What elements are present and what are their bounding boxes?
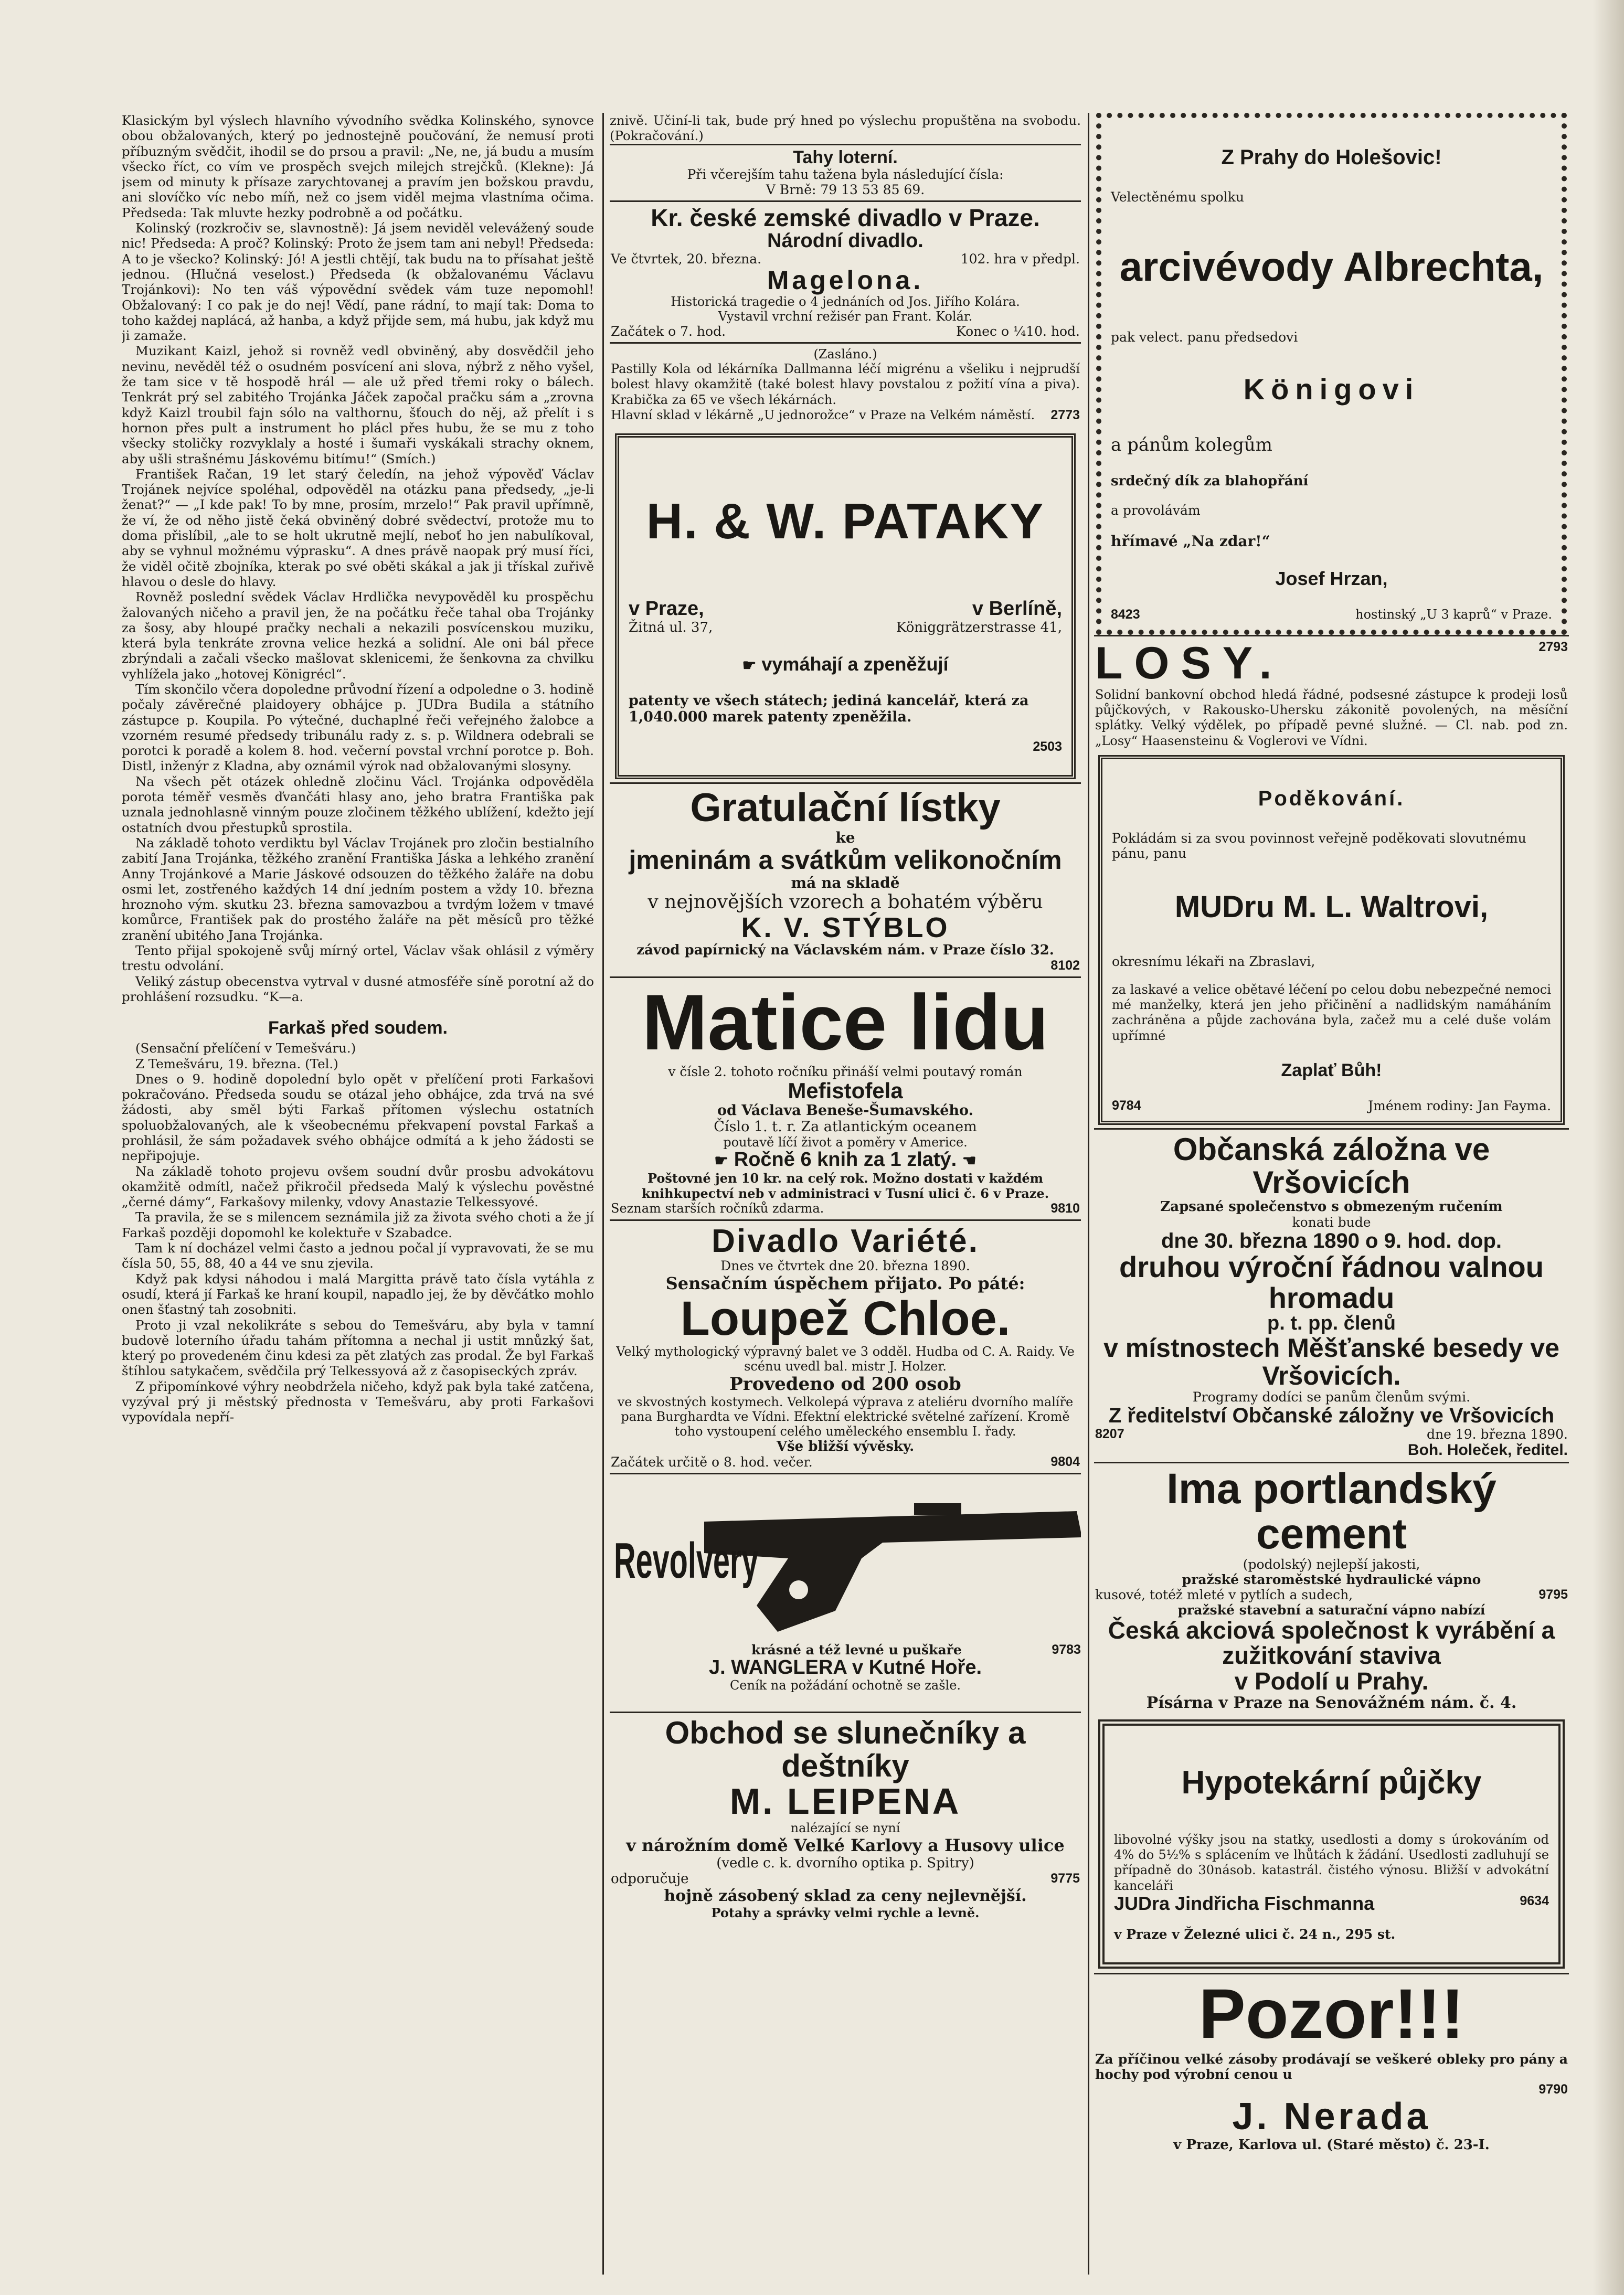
theatre-subtitle: Národní divadlo.	[767, 229, 924, 252]
lottery-numbers: V Brně: 79 13 53 85 69.	[766, 182, 925, 198]
farkas-p7: Z připomínkové výhry neobdržela ničeho, když pak byla také zatčena, vyzýval prý ji městský přednosta v Temešváru, aby proti Farkašovi vypovídala nepří-	[122, 1378, 594, 1425]
revolver-word: Revolvery	[614, 1532, 759, 1589]
pozor-address: v Praze, Karlova ul. (Staré město) č. 23-I.	[1173, 2137, 1490, 2153]
hrzan-line1: Velectěnému spolku	[1111, 189, 1244, 205]
trial-report-p7: Na všech pět otázek ohledně zločinu Václ. Trojánka odpověděla porota téměř vesměs ďvančáti hlasy ano, jeho bratra Františka pak uznala jednohlasně vinným pouze zločinem těžkého ublížení, kdežto její ostatních dvou přestupků sprostila.	[122, 773, 594, 835]
losy-ad	[1094, 635, 1569, 751]
pataky-code: 2503	[1033, 739, 1062, 755]
zalozna-ad	[1094, 1128, 1569, 1462]
cement-line3: kusové, totéž mleté v pytlích a sudech,	[1095, 1587, 1353, 1602]
matice-line5: poutavě líčí život a poměry v Americe.	[723, 1134, 968, 1150]
hrzan-line5: a provolávám	[1111, 502, 1201, 518]
umbrella-line5: hojně zásobený sklad za ceny nejlevnější.	[664, 1887, 1027, 1905]
pointing-hand-icon: ☛	[714, 1152, 729, 1170]
pointing-hand-icon: ☚	[962, 1152, 976, 1170]
hrzan-archduke: arcivévody Albrechta,	[1119, 243, 1544, 290]
theatre-start: Začátek o 7. hod.	[611, 323, 726, 339]
trial-report-p4: František Račan, 19 let starý čeledín, na jehož výpověď Václav Trojánek nejvíce spoléhal, odpověděl na otázku pana předsedy, „je-li ženat?“ — „I kde pak! To by mne, prosím, mrzelo!“ Pak pravil upřímně, že ví, že od něho jistě čeká obviněný dobré svědectví, protože mu to doma přislíbil, „ale to se holt ukrutně mejlí, neboť ho jen nabulíkoval, aby se vyhnul možnému výprasku“. A dnes právě naopak prý musí říci, že viděl očitě zbojníka, kterak po své oběti skákal a jak ji třískal zuřivě hlavou o desle do hlavy.	[122, 466, 594, 589]
pataky-city1: v Praze,	[629, 597, 704, 620]
theatre-desc2: Vystavil vrchní režisér pan Frant. Kolár.	[718, 309, 973, 324]
variete-line2: Sensačním úspěchem přijato. Po páté:	[665, 1273, 1025, 1293]
hrzan-signature: Josef Hrzan,	[1275, 567, 1388, 589]
umbrella-firm: M. LEIPENA	[729, 1780, 961, 1822]
trial-report-p1: Klasickým byl výslech hlavního vývodního svědka Kolinského, synovce obou obžalovaných, který po jednostejně poučování, že nemusí proti příbuzným svědčit, ihodil se do prsou a pravil: „Ne, ne, já budu a musím všecko říct, co vím ve prospěch svejch milejch strejčků. (Klekne): Já jsem od minuty k přísaze zarychtovanej a pravím jen božskou pravdu, ani slovíčko víc nebo míň, než co jsem viděl mejma vlastníma očima. Předseda: Tak mluvte hezky podrobně a od počátku.	[122, 113, 594, 220]
waltr-line2: okresnímu lékaři na Zbraslavi,	[1112, 953, 1315, 969]
lottery-title: Tahy loterní.	[793, 147, 898, 167]
farkas-subtitle: (Sensační přelíčení v Temešváru.)	[135, 1040, 356, 1056]
pozor-firm: J. Nerada	[1232, 2096, 1431, 2138]
hrzan-line7: hostinský „U 3 kaprů“ v Praze.	[1355, 607, 1552, 622]
trial-report-p3: Muzikant Kaizl, jehož si rovněž vedl obviněný, aby dosvědčil jeho nevinu, nevěděl též o osudném posvícení ani slova, nýbrž z něho vyšel, že tam sice v tě hospodě hrál — ale už před třemi roky o bálech. Tenkrát prý sel zabitého Trojánka Jáček započal pračku sám a „zrovna když Kaizl troubil fajn sólo na valthornu, šťouch do něj, až přelít i s hornon přes pult a instrument ho plácl přes hubu, že se mu z toho všecky stoličky rozvyklaly a hosté i šumaři vyskákali strachy oknem, aby ušli strašnému Jáskovému bitímu!“ (Smích.)	[122, 343, 594, 466]
matice-line3: od Václava Beneše-Šumavského.	[717, 1102, 973, 1119]
variete-line6: Vše bližší vývěsky.	[776, 1438, 915, 1454]
theatre-end: Konec o ¼10. hod.	[956, 323, 1080, 339]
cards-ke: ke	[835, 829, 855, 847]
farkas-headline: Farkaš před soudem.	[268, 1018, 448, 1038]
umbrella-title: Obchod se slunečníky a deštníky	[665, 1715, 1026, 1783]
losy-code: 2793	[1538, 640, 1568, 655]
variete-start: Začátek určitě o 8. hod. večer.	[611, 1454, 813, 1470]
trial-report-p10: Veliký zástup obecenstva vytrval v dusné atmosféře síně porotní až do prohlášení rozsudku. “K—a.	[122, 973, 594, 1004]
zalozna-line6: v místnostech Měšťanské besedy ve Vršovicích.	[1103, 1333, 1559, 1390]
zalozna-line2: konati bude	[1292, 1214, 1371, 1230]
variete-code: 9804	[1050, 1454, 1080, 1469]
pataky-slogan: vymáhají a zpeněžují	[761, 653, 949, 675]
zalozna-line5: p. t. pp. členů	[1267, 1312, 1396, 1335]
mortgage-title: Hypotekární půjčky	[1181, 1764, 1482, 1801]
pastilles-ad	[610, 342, 1081, 426]
cement-line7: Písárna v Praze na Senovážném nám. č. 4.	[1146, 1693, 1517, 1712]
zalozna-line8: Z ředitelství Občanské záložny ve Vršovicích	[1108, 1404, 1555, 1428]
pastilles-head: (Zasláno.)	[813, 346, 877, 362]
variete-ad	[610, 1219, 1081, 1473]
trial-report-p8: Na základě tohoto verdiktu byl Václav Trojánek pro zločin bestialního zabití Jana Trojánka, těžkého zranění Františka Jáska a lehkého zranění Anny Trojánkové a Marie Jáskové odsouzen do těžkého žaláře na dobu osmi let, zostřeného každých 14 dní jedním postem a vždy 10. března hroznoho vým. skutku 23. března samovazbou a tvrdým ložem v tmavé komůrce, František pak do prostého žaláře na pět měsíců pro těžké zranění ubitého Jana Trojánka.	[122, 835, 594, 943]
theatre-desc1: Historická tragedie o 4 jednáních od Jos. Jiřího Kolára.	[671, 294, 1020, 309]
farkas-dateline: Z Temešváru, 19. března. (Tel.)	[135, 1056, 338, 1071]
cement-line1: (podolský) nejlepší jakosti,	[1243, 1556, 1420, 1572]
pozor-code: 9790	[1538, 2082, 1568, 2097]
pozor-body: Za příčinou velké zásoby prodávají se veškeré obleky pro pány a hochy pod výrobní cenou u	[1095, 2051, 1568, 2082]
pataky-name: H. & W. PATAKY	[646, 493, 1045, 549]
theatre-title: Kr. české zemské divadlo v Praze.	[651, 204, 1040, 232]
trial-report-p9: Tento přijal spokojeně svůj mírný ortel, Václav však ohlásil z výměry trestu odvolání.	[122, 943, 594, 974]
theatre-ad	[610, 200, 1081, 342]
lottery-line1: Při včerejším tahu tažena byla následující čísla:	[687, 167, 1004, 183]
cards-line1: jmeninám a svátkům velikonočním	[629, 845, 1062, 875]
pozor-ad	[1094, 1973, 1569, 2156]
hrzan-title: Z Prahy do Holešovic!	[1221, 146, 1442, 169]
zalozna-title: Občanská záložna ve Vršovicích	[1173, 1131, 1490, 1200]
cement-code: 9795	[1538, 1587, 1568, 1602]
mortgage-code: 9634	[1520, 1894, 1549, 1909]
hrzan-line3: a pánům kolegům	[1111, 434, 1272, 455]
umbrella-line3: (vedle c. k. dvorního optika p. Spitry)	[716, 1855, 974, 1871]
matice-line1: v čísle 2. tohoto ročníku přináší velmi poutavý román	[668, 1064, 1023, 1079]
matice-line4: Číslo 1. t. r. Za atlantickým oceanem	[714, 1118, 977, 1135]
umbrella-line1: nalézající se nyní	[790, 1821, 900, 1835]
waltr-code: 9784	[1112, 1098, 1141, 1113]
news-column-left	[122, 113, 594, 2264]
trial-report-p5: Rovněž poslední svědek Václav Hrdlička nevypověděl ku prospěchu žalovaných ničeho a pravil jen, že na počátku řeče tahal oba Trojánky za šosy, aby hloupé pračky nechali a nekazili posvícenskou muziku, která byla tenkráte zrovna velice hezká a solidní. Ale oni bál přece zbrýndali a začali všecko mašlovat sklenicemi, že šenkovna za chvilku vyhlížela jako „hotovej Königrécl“.	[122, 589, 594, 682]
farkas-p2: Na základě tohoto projevu ovšem soudní dvůr prosbu advokátovu okamžitě odmítl, načež přikročil předseda Malý k výslechu pověstné „černé dámy“, Farkašovy milenky, vdovy Anastazie Telkessyové.	[122, 1163, 594, 1210]
farkas-p4: Tam k ní docházel velmi často a jednou počal jí vypravovati, že se mu čísla 50, 55, 88, 40 a 44 ve snu zjevila.	[122, 1240, 594, 1271]
pataky-city2: v Berlíně,	[972, 597, 1062, 620]
ads-column-middle	[610, 113, 1081, 2264]
revolver-line2: Ceník na požádání ochotně se zašle.	[729, 1678, 961, 1693]
pastilles-code: 2773	[1050, 407, 1080, 422]
matice-lidu-ad	[610, 976, 1081, 1219]
umbrella-line2: v nárožním domě Velké Karlovy a Husovy ulice	[626, 1835, 1065, 1855]
revolver-code: 9783	[1052, 1642, 1081, 1657]
waltr-title: Poděkování.	[1258, 787, 1405, 810]
col2-continuation: znivě. Učiní-li tak, bude prý hned po výslechu propuštěna na svobodu. (Pokračování.)	[610, 113, 1081, 144]
matice-line2: Mefistofela	[788, 1078, 903, 1103]
variete-line5: ve skvostných kostymech. Velkolepá výprava z ateliéru dvorního malíře pana Burghardta ve Vídni. Efektní elektrické světelné zařízení. Kromě toho vystoupení celého uměleckého ensemblu I. řady.	[617, 1394, 1074, 1439]
theatre-play-title: Magelona.	[767, 265, 924, 295]
variete-line4: Provedeno od 200 osob	[729, 1373, 961, 1395]
zalozna-line4: druhou výroční řádnou valnou hromadu	[1119, 1250, 1544, 1314]
zalozna-line1: Zapsané společenstvo s obmezeným ručením	[1160, 1198, 1503, 1215]
revolver-ad	[610, 1473, 1081, 1712]
umbrella-ad	[610, 1712, 1081, 1924]
greeting-cards-ad	[610, 782, 1081, 976]
variete-show-title: Loupež Chloe.	[680, 1291, 1011, 1345]
pataky-addr1: Žitná ul. 37,	[629, 619, 713, 635]
mortgage-firm: JUDra Jindřicha Fischmanna	[1114, 1893, 1375, 1915]
pointing-hand-icon: ☛	[742, 656, 757, 674]
cement-title: Ima portlandský cement	[1166, 1464, 1496, 1558]
cement-ad	[1094, 1462, 1569, 1715]
hrzan-konigovi: Königovi	[1243, 372, 1420, 406]
column-rule-2	[1088, 113, 1089, 2275]
farkas-p3: Ta pravila, že se s milencem seznámila již za života svého choti a že jí Farkaš později dopomohl ke kolektuře v Szabadce.	[122, 1209, 594, 1240]
pastilles-body: Pastilly Kola od lékárníka Dallmanna léčí migrénu a všeliku i nejprudší bolest hlavy okamžitě (také bolest hlavy povstalou z požití vína a piva). Krabička za 65 ve všech lékárnách.	[611, 361, 1080, 407]
pataky-patent-ad	[615, 433, 1076, 779]
lottery-ad	[610, 144, 1081, 201]
waltr-line1: Pokládám si za svou povinnost veřejně poděkovati slovutnému pánu, panu	[1112, 830, 1526, 861]
variete-line3: Velký mythologický výpravný balet ve 3 odděl. Hudba od C. A. Raidy. Ve scénu uvedl bal. mistr J. Holzer.	[616, 1344, 1075, 1374]
cement-line5: Česká akciová společnost k vyrábění a zužitkování staviva	[1108, 1616, 1555, 1670]
cards-address: závod papírnický na Václavském nám. v Praze číslo 32.	[636, 942, 1054, 959]
matice-line6: Poštovné jen 10 kr. na celý rok. Možno dostati v každém knihkupectví neb v administraci v Tusní ulici č. 6 v Praze.	[641, 1170, 1049, 1201]
farkas-p1: Dnes o 9. hodině dopolední bylo opět v přelíčení proti Farkašovi pokračováno. Předseda soudu se otázal jeho obhájce, zda trvá na své žádosti, aby směl býti Farkaš přítomen výslechu ostatních spoluobžalovaných, ale k všeobecnému překvapení povstal Farkaš a prohlásil, že sám požadavek svého obhájce odmítá a k jeho žádosti se nepřipojuje.	[122, 1071, 594, 1164]
theatre-date: Ve čtvrtek, 20. března.	[611, 251, 762, 267]
zalozna-code: 8207	[1095, 1427, 1124, 1442]
mortgage-body: libovolné výšky jsou na statky, usedlosti a domy s úrokováním od 4% do 5½% s splácením ve lhůtách k žádání. Usedlosti zadluhují se případně do 30násob. katastrál. čistého výnosu. Bližší v advokátní kanceláři	[1114, 1832, 1549, 1893]
farkas-p5: Když pak kdysi náhodou i malá Margitta právě tato čísla vytáhla z osudí, která jí Farkaš ke hraní koupil, napadlo jej, že by děvčátko mohlo onen šťastný tah zosobniti.	[122, 1271, 594, 1318]
ads-column-right	[1094, 113, 1569, 2264]
matice-title: Matice lidu	[642, 978, 1049, 1067]
cards-code: 8102	[1050, 958, 1080, 973]
revolver-line1: krásné a též levné u puškaře	[751, 1642, 962, 1658]
mortgage-loans-ad	[1098, 1719, 1565, 1969]
cement-line4: pražské stavební a saturační vápno nabízí	[1177, 1602, 1485, 1618]
theatre-show-no: 102. hra v předpl.	[960, 251, 1080, 267]
cement-line2: pražské staroměstské hydraulické vápno	[1182, 1571, 1481, 1587]
page-edge-shadow	[1593, 0, 1624, 2295]
variete-title: Divadlo Variété.	[712, 1223, 979, 1259]
zalozna-line3: dne 30. března 1890 o 9. hod. dop.	[1161, 1229, 1502, 1252]
losy-body: Solidní bankovní obchod hledá řádné, podsesné zástupce k prodeji losů půjčkových, v Rakousko-Uhersku zákonitě povolených, na měsíční splátky. Velký výdělek, po případě pevné služné. — Cl. nab. pod zn. „Losy“ Haasensteinu & Voglerovi ve Vídni.	[1095, 687, 1568, 748]
pastilles-place: Hlavní sklad v lékárně „U jednorožce“ v Praze na Velkém náměstí.	[611, 407, 1035, 422]
cards-firm: K. V. STÝBLO	[741, 911, 950, 943]
umbrella-line6: Potahy a správky velmi rychle a levně.	[711, 1905, 980, 1920]
matice-price: Ročně 6 knih za 1 zlatý.	[734, 1148, 957, 1171]
zalozna-line7: Programy dodíci se panům členům svými.	[1192, 1389, 1471, 1405]
waltrovi-thanks-ad	[1098, 755, 1565, 1125]
waltr-signature: Jménem rodiny: Jan Fayma.	[1368, 1098, 1551, 1113]
mortgage-address: v Praze v Železné ulici č. 24 n., 295 st.	[1114, 1926, 1396, 1942]
losy-title: LOSY.	[1095, 638, 1283, 689]
trial-report-p2: Kolinský (rozkročiv se, slavnostně): Já jsem neviděl velevážený soude nic! Předseda: A proč? Kolinský: Proto že jsem tam ani nebyl! Předseda: A to je všecko? Kolinský: Jó! A jestli chtějí, tak budu na to přísahat ještě jednou. (Hlučná veselost.) Předseda (k obžalovanému Václavu Trojánkovi): No ten váš výpovědní svědek vám tuze nepomohl! Obžalovaný: I co pak je do nej! Vědí, pane rádní, to mají tak: Doma to toho každej naplácá, až hanba, a když přijde sem, má hubu, jak když mu ji zamaže.	[122, 220, 594, 344]
waltr-thanks: Zaplať Bůh!	[1281, 1060, 1382, 1081]
trial-report-p6: Tím skončilo včera dopoledne průvodní řízení a odpoledne o 3. hodině počaly závěrečné plaidoyery obhájce p. JUDra Budila a státního zástupce p. Koupila. Po výtečné, duchaplné řeči veřejného žalobce a vzorném resumé předsedy tribunálu rady z. s. p. Wildnera odebrali se porotci k poradě a kolem 8. hod. večerní povstal vrchní porotce p. Boh. Distl, inženýr z Kladna, aby oznámil výrok nad obžalovanými slosyny.	[122, 681, 594, 774]
umbrella-line4: odporučuje	[611, 1871, 689, 1887]
zalozna-signature: Boh. Holeček, ředitel.	[1407, 1441, 1568, 1459]
matice-code: 9810	[1050, 1200, 1080, 1216]
waltr-body: za laskavé a velice obětavé léčení po celou dobu nebezpečné nemoci mé manželky, která jen jeho přičinění a nadlidským namáháním zachráněna a půjde zachována byla, začež mu a celé duše volám upřímné	[1112, 982, 1551, 1043]
cards-title: Gratulační lístky	[690, 785, 1001, 831]
cement-line6: v Podolí u Prahy.	[1234, 1667, 1429, 1695]
hrzan-line2: pak velect. panu předsedovi	[1111, 329, 1298, 345]
pataky-body: patenty ve všech státech; jediná kancelář, která za 1,040.000 marek patenty zpeněžila.	[629, 693, 1029, 726]
cards-line3: v nejnovějších vzorech a bohatém výběru	[648, 891, 1043, 913]
waltr-name: MUDru M. L. Waltrovi,	[1174, 889, 1489, 924]
zalozna-date: dne 19. března 1890.	[1427, 1427, 1568, 1442]
hrzan-line4: srdečný dík za blahopřání	[1111, 473, 1309, 489]
hrzan-code: 8423	[1111, 607, 1140, 622]
revolver-firm: J. WANGLERA v Kutné Hoře.	[708, 1656, 982, 1678]
column-rule-1	[602, 113, 604, 2275]
hrzan-line6: hřímavé „Na zdar!“	[1111, 532, 1270, 550]
umbrella-code: 9775	[1050, 1871, 1080, 1886]
variete-line1: Dnes ve čtvrtek dne 20. března 1890.	[720, 1258, 970, 1273]
cards-line2: má na skladě	[791, 874, 900, 891]
matice-line7: Seznam starších ročníků zdarma.	[611, 1200, 824, 1216]
hrzan-thanks-ad	[1096, 113, 1567, 635]
farkas-p6: Proto ji vzal nekolikráte s sebou do Temešváru, aby byla v tamní budově loterního úřadu tahám přítomna a nechal ji ustit mnůzký šat, který po provedeném činu kdesi za pět zlatých zas prodal. Že byl Farkaš štíhlou satykačem, svědčila prý Telkessyová až z časopiseckých zpráv.	[122, 1317, 594, 1379]
pozor-title: Pozor!!!	[1198, 1974, 1464, 2053]
pataky-addr2: Königgrätzerstrasse 41,	[896, 619, 1062, 635]
